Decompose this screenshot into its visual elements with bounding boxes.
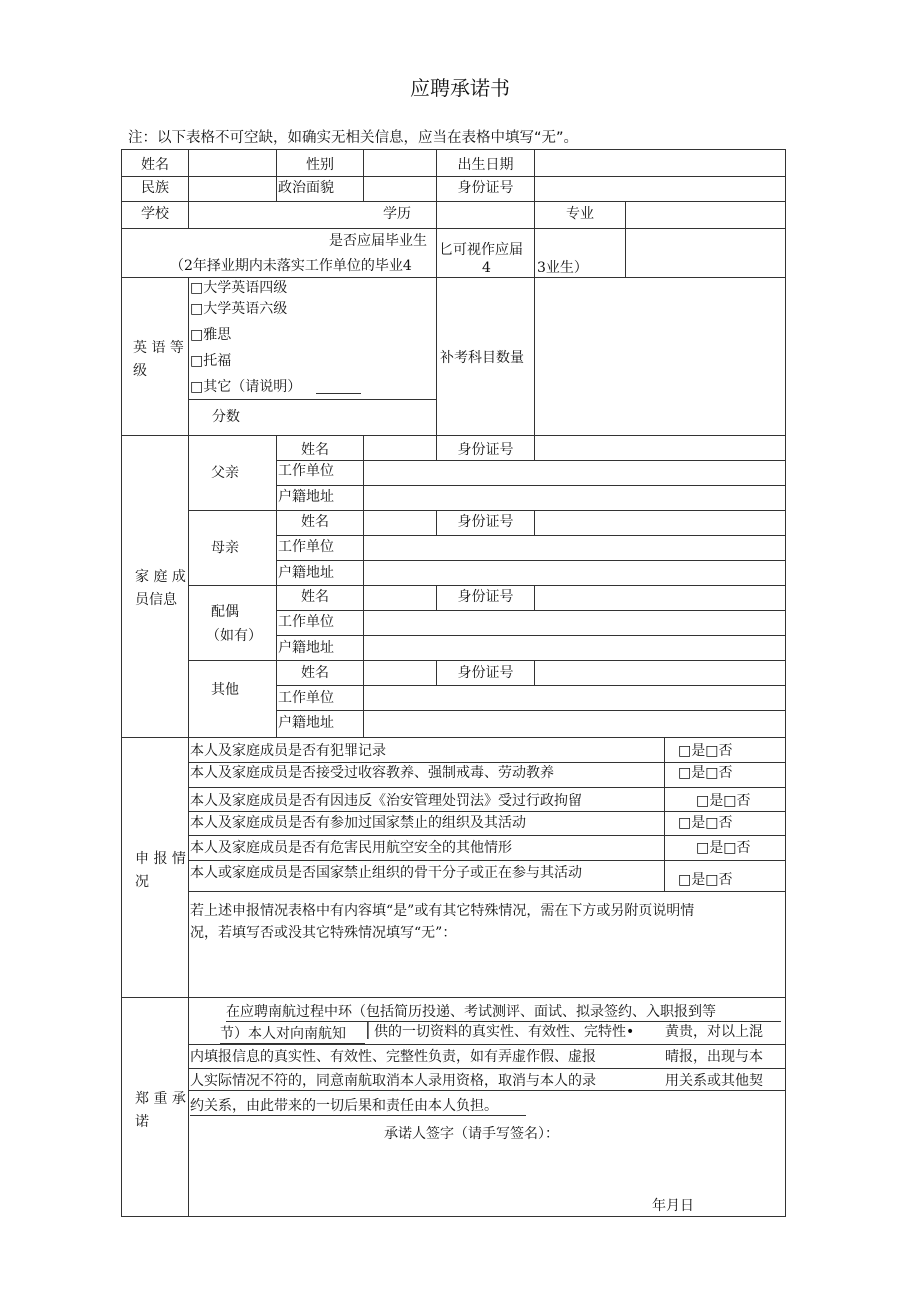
label-education: 学历	[383, 206, 411, 222]
document-title: 应聘承诺书	[410, 76, 510, 100]
label-signature: 承诺人签字（请手写签名）：	[384, 1126, 559, 1142]
other-explain-line	[316, 393, 361, 394]
declaration-question: 本人及家庭成员是否有参加过国家禁止的组织及其活动	[190, 815, 526, 831]
fresh-graduate-note-mid2: 4	[482, 260, 491, 276]
pledge-underline	[188, 1068, 786, 1069]
declaration-answer[interactable]: □是□否	[696, 840, 751, 856]
label-name: 姓名	[141, 157, 169, 173]
father-work-label: 工作单位	[278, 463, 334, 479]
fresh-graduate-note: （2年择业期内未落实工作单位的毕业4	[170, 258, 412, 274]
label-declaration-2: 况	[135, 874, 149, 890]
declaration-question: 本人及家庭成员是否有危害民用航空安全的其他情形	[190, 840, 512, 856]
label-ethnicity: 民族	[141, 180, 169, 196]
mother-name-label: 姓名	[301, 514, 329, 530]
pledge-text-line: 用关系或其他契	[665, 1073, 763, 1089]
label-english-level-2: 级	[133, 363, 147, 379]
declaration-question: 本人及家庭成员是否接受过收容教养、强制戒毒、劳动教养	[190, 765, 554, 781]
option-toefl[interactable]: □托福	[190, 353, 232, 369]
label-makeup-count: 补考科目数量	[440, 350, 524, 366]
other-id-label: 身份证号	[457, 665, 514, 681]
other-address-label: 户籍地址	[278, 715, 334, 731]
fresh-graduate-note-tail: 3业生）	[537, 260, 588, 276]
declaration-answer[interactable]: □是□否	[678, 765, 733, 781]
label-spouse: 配偶	[211, 604, 239, 620]
mother-id-label: 身份证号	[457, 514, 514, 530]
pledge-text-line: 供的一切资料的真实性、有效性、完特性•	[374, 1024, 635, 1040]
declaration-answer[interactable]: □是□否	[678, 815, 733, 831]
label-family-members: 家 庭 成	[135, 569, 186, 585]
option-cet4[interactable]: □大学英语四级	[190, 280, 288, 296]
mother-work-label: 工作单位	[278, 539, 334, 555]
pledge-text-line: 黄贵，对以上混	[665, 1024, 763, 1040]
label-declaration: 申 报 情	[135, 851, 186, 867]
declaration-extra-instruction: 若上述申报情况表格中有内容填“是”或有其它特殊情况，需在下方或另附页说明情	[190, 903, 695, 919]
declaration-answer[interactable]: □是□否	[696, 793, 751, 809]
declaration-extra-instruction-2: 况，若填写否或没其它特殊情况填写“无”：	[190, 925, 457, 941]
mother-address-label: 户籍地址	[278, 565, 334, 581]
label-english-level: 英 语 等	[133, 340, 184, 356]
spouse-name-label: 姓名	[301, 589, 329, 605]
label-political-status: 政治面貌	[278, 180, 334, 196]
pledge-text-line: 晴报，出现与本	[665, 1049, 763, 1065]
pledge-text-line: 人实际情况不符的，同意南航取消本人录用资格，取消与本人的录	[190, 1073, 596, 1089]
father-address-label: 户籍地址	[278, 489, 334, 505]
fresh-graduate-note-mid: 匕可视作应届	[439, 242, 523, 258]
label-spouse-if-any: （如有）	[206, 628, 262, 644]
instruction-note: 注：以下表格不可空缺，如确实无相关信息，应当在表格中填写“无”。	[128, 130, 579, 146]
label-father: 父亲	[211, 465, 239, 481]
option-ielts[interactable]: □雅思	[190, 327, 232, 343]
option-other[interactable]: □其它（请说明）	[190, 379, 302, 395]
declaration-answer[interactable]: □是□否	[678, 872, 733, 888]
label-other-member: 其他	[211, 682, 239, 698]
label-date: 年月日	[652, 1198, 694, 1214]
option-cet6[interactable]: □大学英语六级	[190, 301, 288, 317]
label-family-members-2: 员信息	[135, 592, 177, 608]
father-id-label: 身份证号	[457, 442, 514, 458]
label-fresh-graduate: 是否应届毕业生	[329, 233, 427, 249]
pledge-text-line: 在应聘南航过程中环（包括简历投递、考试测评、面试、拟录签约、入职报到等	[226, 1004, 716, 1020]
other-name-label: 姓名	[301, 665, 329, 681]
label-solemn-pledge: 郑 重 承	[135, 1091, 186, 1107]
declaration-question: 本人及家庭成员是否有因违反《治安管理处罚法》受过行政拘留	[190, 793, 582, 809]
declaration-question: 本人及家庭成员是否有犯罪记录	[190, 743, 386, 759]
pledge-underline	[190, 1115, 526, 1116]
pledge-text-line: 约关系，由此带来的一切后果和责任由本人负担。	[190, 1098, 498, 1114]
spouse-work-label: 工作单位	[278, 614, 334, 630]
spouse-id-label: 身份证号	[457, 589, 514, 605]
pledge-underline	[188, 1090, 786, 1091]
declaration-answer[interactable]: □是□否	[678, 743, 733, 759]
pledge-underline	[188, 1044, 786, 1045]
label-birth-date: 出生日期	[457, 157, 514, 173]
other-work-label: 工作单位	[278, 690, 334, 706]
pledge-text-line: 内填报信息的真实性、有效性、完整性负责，如有弄虚作假、虚报	[190, 1049, 596, 1065]
father-name-label: 姓名	[301, 442, 329, 458]
pledge-text-line: 节）本人对向南航知	[220, 1026, 346, 1042]
label-mother: 母亲	[211, 540, 239, 556]
label-major: 专业	[566, 206, 594, 222]
pledge-text-mark: |	[365, 1020, 371, 1040]
spouse-address-label: 户籍地址	[278, 640, 334, 656]
label-solemn-pledge-2: 诺	[135, 1114, 149, 1130]
label-score: 分数	[212, 409, 240, 425]
label-school: 学校	[141, 206, 169, 222]
label-gender: 性别	[306, 157, 334, 173]
declaration-question: 本人或家庭成员是否国家禁止组织的骨干分子或正在参与其活动	[190, 865, 582, 881]
label-id-number: 身份证号	[457, 180, 514, 196]
